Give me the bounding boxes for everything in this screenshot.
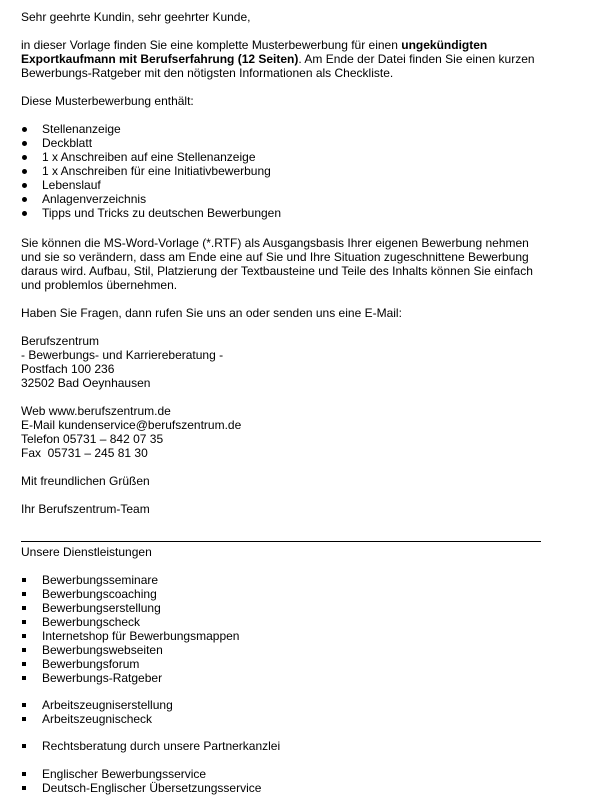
square-bullet-icon	[22, 662, 26, 666]
intro-text-end: . Am Ende der Datei finden Sie einen kurzen Bewerbungs-Ratgeber mit den nötigsten Informationen als Checkliste.	[21, 52, 535, 80]
services-list-4	[21, 767, 551, 795]
bullet-icon	[22, 211, 27, 216]
services-list-3	[21, 739, 551, 753]
contents-list	[21, 122, 551, 220]
square-bullet-icon	[22, 772, 26, 776]
usage-paragraph: Sie können die MS-Word-Vorlage (*.RTF) als Ausgangsbasis Ihrer eigenen Bewerbung nehmen und sie so verändern, dass am Ende eine auf Sie und Ihre Situation zugeschnittene Bewerbung daraus wird. Aufbau, Stil, Platzierung der Textbausteine und Teile des Inhalts können Sie einfach und problemlos übernehmen.	[21, 236, 533, 292]
address-block	[21, 334, 551, 390]
web-line: Web www.berufszentrum.de	[21, 404, 171, 418]
square-bullet-icon	[22, 703, 26, 707]
signature: Ihr Berufszentrum-Team	[21, 502, 150, 516]
questions-text: Haben Sie Fragen, dann rufen Sie uns an oder senden uns eine E-Mail:	[21, 306, 402, 320]
intro-text-bold: ungekündigten Exportkaufmann mit Berufserfahrung (12 Seiten)	[21, 38, 488, 66]
list-item: Englischer Bewerbungsservice	[21, 767, 551, 781]
list-item: Stellenanzeige	[21, 122, 551, 136]
square-bullet-icon	[22, 744, 26, 748]
list-item: Rechtsberatung durch unsere Partnerkanzlei	[21, 739, 551, 753]
square-bullet-icon	[22, 648, 26, 652]
bullet-icon	[22, 127, 27, 132]
list-item: 1 x Anschreiben für eine Initiativbewerbung	[21, 164, 551, 178]
list-item: Bewerbungsforum	[21, 657, 551, 671]
list-item: Arbeitszeugnischeck	[21, 712, 551, 726]
bullet-icon	[22, 197, 27, 202]
company-name: Berufszentrum	[21, 334, 100, 348]
list-item: Arbeitszeugniserstellung	[21, 698, 551, 712]
list-item: Lebenslauf	[21, 178, 551, 192]
square-bullet-icon	[22, 634, 26, 638]
list-item: Bewerbungserstellung	[21, 601, 551, 615]
square-bullet-icon	[22, 578, 26, 582]
postbox: Postfach 100 236	[21, 362, 115, 376]
list-item: Deckblatt	[21, 136, 551, 150]
intro-paragraph	[21, 38, 551, 80]
square-bullet-icon	[22, 676, 26, 680]
services-list-2	[21, 698, 551, 726]
list-item: Tipps und Tricks zu deutschen Bewerbungen	[21, 206, 551, 220]
bullet-icon	[22, 183, 27, 188]
list-item: 1 x Anschreiben auf eine Stellenanzeige	[21, 150, 551, 164]
square-bullet-icon	[22, 606, 26, 610]
intro-text-start: in dieser Vorlage finden Sie eine komplette Musterbewerbung für einen	[21, 38, 402, 52]
contents-heading: Diese Musterbewerbung enthält:	[21, 94, 194, 108]
contact-block	[21, 404, 551, 460]
square-bullet-icon	[22, 717, 26, 721]
salutation: Sehr geehrte Kundin, sehr geehrter Kunde,	[21, 10, 251, 24]
bullet-icon	[22, 155, 27, 160]
services-heading: Unsere Dienstleistungen	[21, 545, 152, 559]
list-item: Anlagenverzeichnis	[21, 192, 551, 206]
square-bullet-icon	[22, 786, 26, 790]
fax-line: Fax 05731 – 245 81 30	[21, 446, 148, 460]
list-item: Bewerbungs-Ratgeber	[21, 671, 551, 685]
phone-line: Telefon 05731 – 842 07 35	[21, 432, 164, 446]
list-item: Bewerbungswebseiten	[21, 643, 551, 657]
closing: Mit freundlichen Grüßen	[21, 474, 150, 488]
square-bullet-icon	[22, 620, 26, 624]
email-line: E-Mail kundenservice@berufszentrum.de	[21, 418, 242, 432]
divider-line	[21, 541, 541, 542]
list-item: Bewerbungscoaching	[21, 587, 551, 601]
city: 32502 Bad Oeynhausen	[21, 376, 151, 390]
company-subtitle: - Bewerbungs- und Karriereberatung -	[21, 348, 224, 362]
services-list-1	[21, 573, 551, 685]
bullet-icon	[22, 169, 27, 174]
bullet-icon	[22, 141, 27, 146]
list-item: Internetshop für Bewerbungsmappen	[21, 629, 551, 643]
list-item: Deutsch-Englischer Übersetzungsservice	[21, 781, 551, 795]
list-item: Bewerbungscheck	[21, 615, 551, 629]
list-item: Bewerbungsseminare	[21, 573, 551, 587]
square-bullet-icon	[22, 592, 26, 596]
